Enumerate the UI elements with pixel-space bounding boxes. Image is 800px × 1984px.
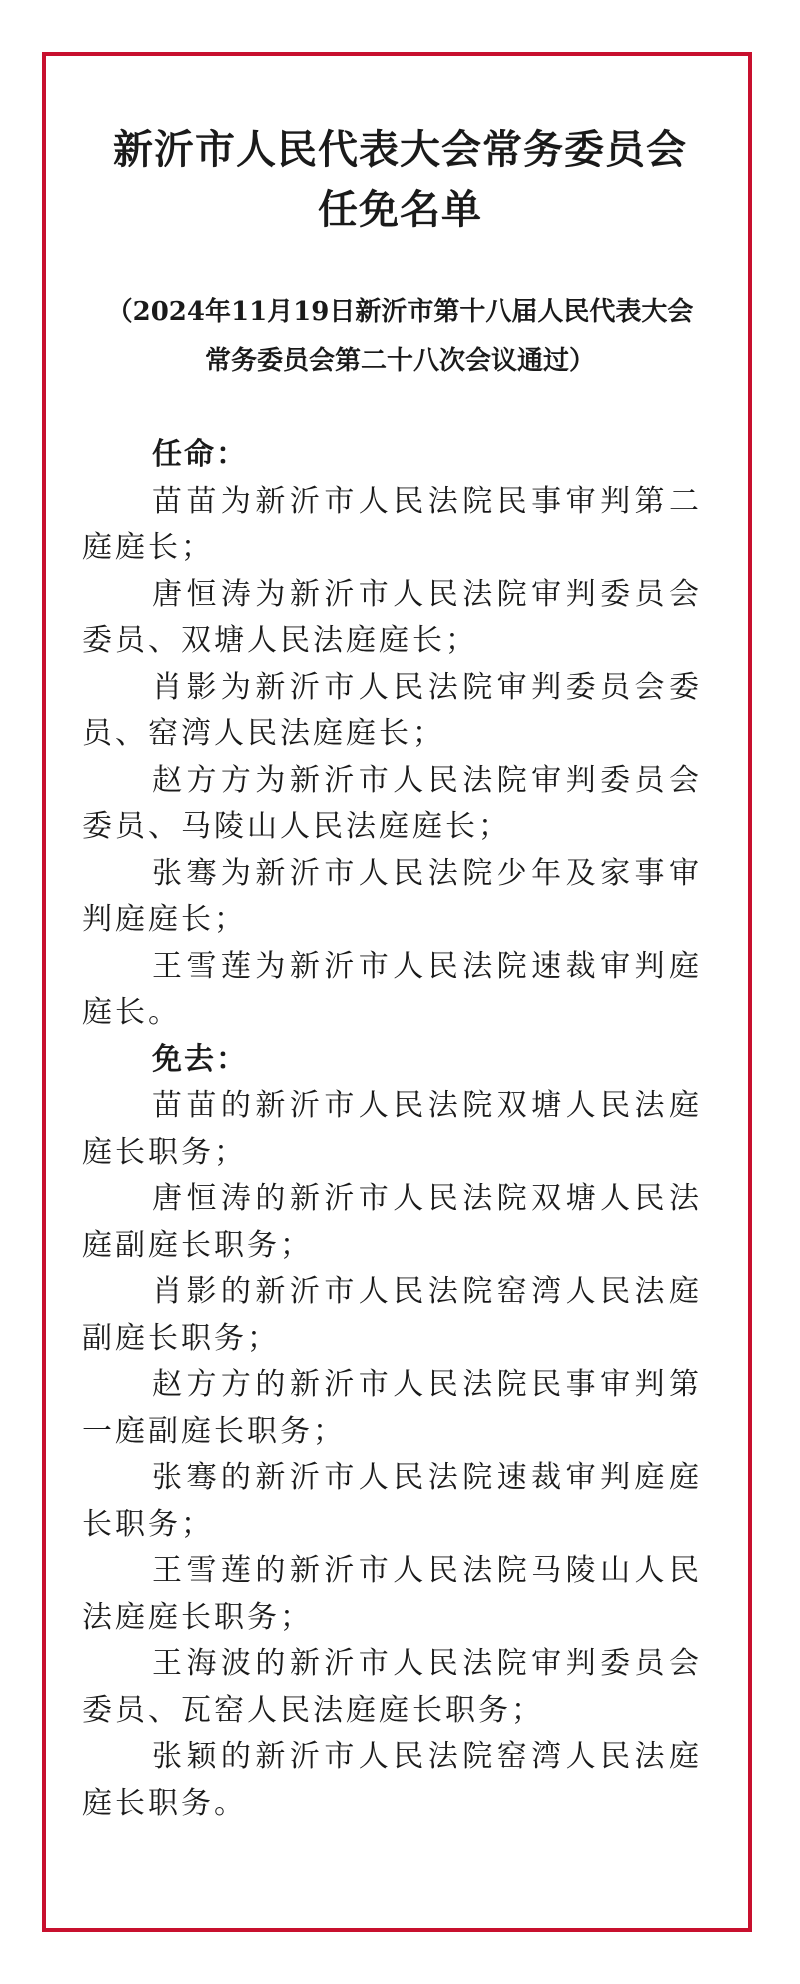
removal-entry: 王海波的新沂市人民法院审判委员会委员、瓦窑人民法庭庭长职务； [82,1646,702,1728]
document-title-line2: 任免名单 [318,186,482,233]
removal-entry: 赵方方的新沂市人民法院民事审判第一庭副庭长职务； [82,1367,702,1449]
meeting-note-line2: 常务委员会第二十八次会议通过） [204,346,595,376]
removal-entry: 唐恒涛的新沂市人民法院双塘人民法庭副庭长职务； [82,1181,702,1263]
removal-entry: 张骞的新沂市人民法院速裁审判庭庭长职务； [82,1460,702,1542]
appointment-entry: 唐恒涛为新沂市人民法院审判委员会委员、双塘人民法庭庭长； [82,576,702,658]
meeting-note: （2024年11月19日新沂市第十八届人民代表大会 [106,297,694,327]
appointments-heading: 任命： [152,437,248,472]
appointment-entry: 肖影为新沂市人民法院审判委员会委员、窑湾人民法庭庭长； [82,669,702,751]
removal-entry: 苗苗的新沂市人民法院双塘人民法庭庭长职务； [82,1088,702,1170]
appointment-entry: 王雪莲为新沂市人民法院速裁审判庭庭长。 [82,948,702,1030]
appointment-entry: 赵方方为新沂市人民法院审判委员会委员、马陵山人民法庭庭长； [82,762,702,844]
document-body [82,432,702,1827]
removal-entry: 王雪莲的新沂市人民法院马陵山人民法庭庭长职务； [82,1553,702,1635]
removals-heading: 免去： [152,1041,248,1077]
document-title: 新沂市人民代表大会常务委员会 [113,126,687,173]
removal-entry: 肖影的新沂市人民法院窑湾人民法庭副庭长职务； [82,1274,702,1356]
appointment-entry: 张骞为新沂市人民法院少年及家事审判庭庭长； [82,855,702,937]
removal-entry: 张颖的新沂市人民法院窑湾人民法庭庭长职务。 [82,1739,702,1821]
appointment-entry: 苗苗为新沂市人民法院民事审判第二庭庭长； [82,483,702,565]
